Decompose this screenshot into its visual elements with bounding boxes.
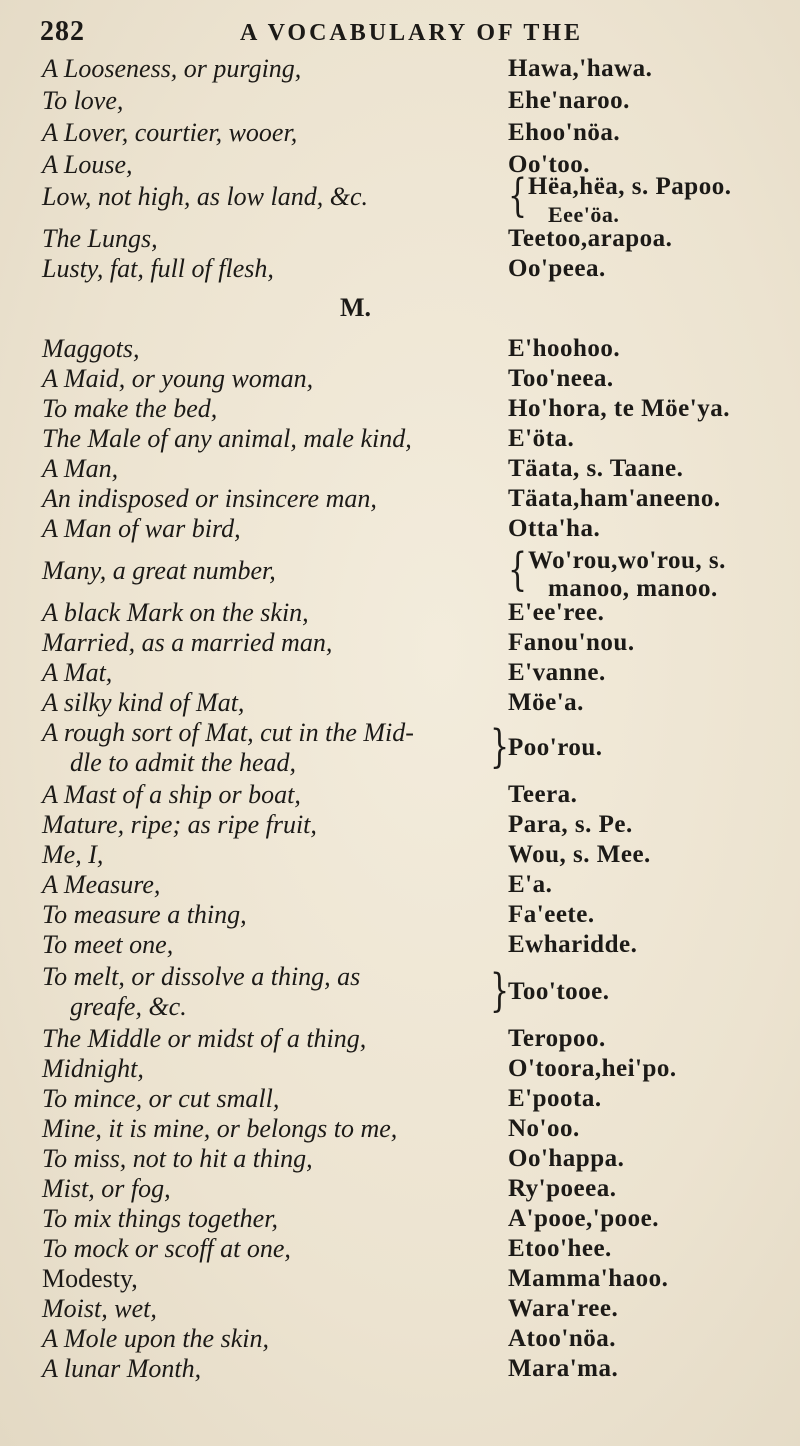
entry-english: Mist, or fog, (42, 1174, 171, 1203)
entry-translation: Atoo'nöa. (508, 1325, 616, 1352)
brace: { (508, 170, 528, 223)
entry-english: Me, I, (42, 840, 104, 869)
entry-english: The Male of any animal, male kind, (42, 424, 412, 453)
entry-translation: Täata,ham'aneeno. (508, 485, 721, 512)
entry-translation: Wara'ree. (508, 1295, 619, 1322)
entry-english: To mix things together, (42, 1204, 278, 1233)
entry-translation: Too'tooe. (508, 978, 610, 1005)
entry-english: Midnight, (42, 1054, 144, 1083)
entry-translation: Mara'ma. (508, 1355, 619, 1382)
entry-translation: Oo'peea. (508, 255, 606, 282)
entry-english: The Middle or midst of a thing, (42, 1024, 367, 1053)
entry-translation: Oo'too. (508, 151, 590, 178)
entry-translation: Otta'ha. (508, 515, 601, 542)
entry-translation: Too'neea. (508, 365, 614, 392)
entry-english: A Louse, (42, 150, 133, 179)
running-head: A VOCABULARY OF THE (240, 20, 584, 46)
entry-translation: E'poota. (508, 1085, 602, 1112)
entry-translation: Oo'happa. (508, 1145, 625, 1172)
entry-english: Maggots, (42, 334, 140, 363)
entry-translation: Para, s. Pe. (508, 811, 633, 838)
entry-english: A Man, (42, 454, 119, 483)
entry-translation: Poo'rou. (508, 734, 603, 761)
entry-english: Moist, wet, (42, 1294, 157, 1323)
entry-translation: Hëa,hëa, s. Papoo. (528, 173, 732, 200)
entry-english: The Lungs, (42, 224, 158, 253)
entry-english: Many, a great number, (42, 556, 276, 585)
entry-translation: E'a. (508, 871, 553, 898)
entry-english: To meet one, (42, 930, 174, 959)
entry-english: Mine, it is mine, or belongs to me, (42, 1114, 398, 1143)
entry-english-cont: dle to admit the head, (70, 748, 297, 777)
entry-english: A rough sort of Mat, cut in the Mid- (42, 718, 414, 747)
entry-english: Mature, ripe; as ripe fruit, (42, 810, 317, 839)
entry-translation: No'oo. (508, 1115, 580, 1142)
entry-translation: Etoo'hee. (508, 1235, 612, 1262)
entry-translation: Hawa,'hawa. (508, 55, 653, 82)
entry-english: A Measure, (42, 870, 161, 899)
entry-english-cont: greafe, &c. (70, 992, 187, 1021)
section-letter: M. (340, 293, 372, 322)
entry-translation: Ewharidde. (508, 931, 638, 958)
entry-translation: Fanou'nou. (508, 629, 635, 656)
page-number: 282 (40, 16, 85, 47)
brace: } (490, 965, 510, 1018)
entry-english: To mince, or cut small, (42, 1084, 280, 1113)
entry-translation: Wou, s. Mee. (508, 841, 651, 868)
entry-translation: Wo'rou,wo'rou, s. (528, 547, 726, 574)
entry-english: Married, as a married man, (42, 628, 333, 657)
entry-translation: Mamma'haoo. (508, 1265, 669, 1292)
entry-english: A Lover, courtier, wooer, (42, 118, 298, 147)
entry-english: A Mast of a ship or boat, (42, 780, 301, 809)
entry-english: Modesty, (42, 1264, 138, 1293)
entry-translation: E'ee'ree. (508, 599, 605, 626)
entry-english: To love, (42, 86, 124, 115)
entry-english: A silky kind of Mat, (42, 688, 245, 717)
entry-english: To measure a thing, (42, 900, 247, 929)
entry-translation: Täata, s. Taane. (508, 455, 684, 482)
entry-translation: E'vanne. (508, 659, 606, 686)
entry-translation: Ehoo'nöa. (508, 119, 621, 146)
entry-english: A Mat, (42, 658, 113, 687)
entry-english: A Maid, or young woman, (42, 364, 314, 393)
entry-english: A Looseness, or purging, (42, 54, 302, 83)
entry-english: A Mole upon the skin, (42, 1324, 269, 1353)
entry-english: Lusty, fat, full of flesh, (42, 254, 274, 283)
entry-translation: A'pooe,'pooe. (508, 1205, 659, 1232)
entry-translation: Teera. (508, 781, 578, 808)
entry-translation: E'hoohoo. (508, 335, 621, 362)
entry-translation: Fa'eete. (508, 901, 595, 928)
entry-english: A Man of war bird, (42, 514, 241, 543)
entry-translation: Möe'a. (508, 689, 584, 716)
entry-translation: Teropoo. (508, 1025, 606, 1052)
entry-translation-cont: Eee'öa. (548, 202, 620, 227)
entry-english: A black Mark on the skin, (42, 598, 309, 627)
entry-english: To melt, or dissolve a thing, as (42, 962, 361, 991)
brace: { (508, 544, 528, 597)
entry-translation: Ry'poeea. (508, 1175, 617, 1202)
entry-translation: Teetoo,arapoa. (508, 225, 673, 252)
entry-english: A lunar Month, (42, 1354, 202, 1383)
entry-english: An indisposed or insincere man, (42, 484, 377, 513)
brace: } (490, 721, 510, 774)
entry-translation: E'öta. (508, 425, 575, 452)
entry-translation: Ho'hora, te Möe'ya. (508, 395, 730, 422)
entry-english: To make the bed, (42, 394, 218, 423)
entry-english: To mock or scoff at one, (42, 1234, 291, 1263)
entry-translation: Ehe'naroo. (508, 87, 630, 114)
entry-english: To miss, not to hit a thing, (42, 1144, 313, 1173)
entry-translation-cont: manoo, manoo. (548, 575, 718, 602)
entry-translation: O'toora,hei'po. (508, 1055, 677, 1082)
entry-english: Low, not high, as low land, &c. (42, 182, 368, 211)
